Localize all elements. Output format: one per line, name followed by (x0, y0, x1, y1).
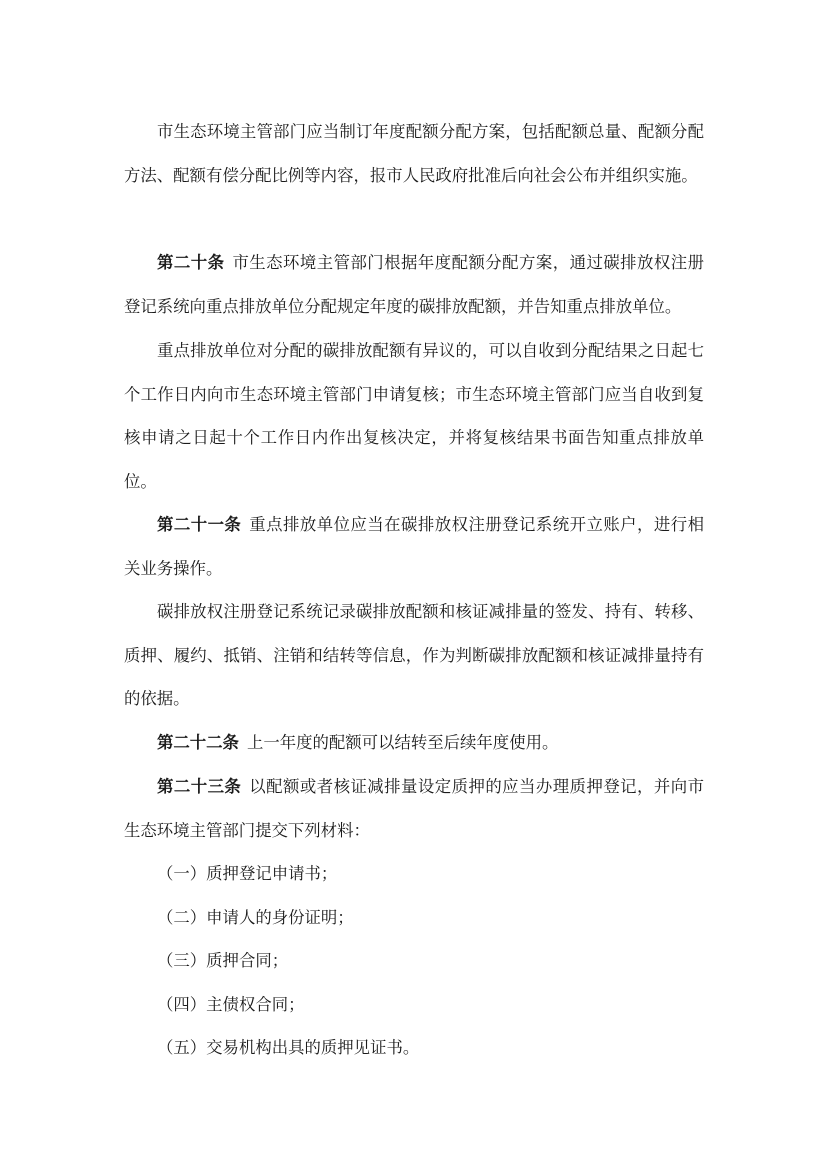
paragraph-text: 碳排放权注册登记系统记录碳排放配额和核证减排量的签发、持有、转移、质押、履约、抵销、注销和结转等信息，作为判断碳排放配额和核证减排量持有的依据。 (124, 602, 704, 709)
list-item: （五）交易机构出具的质押见证书。 (157, 1038, 420, 1057)
paragraph-text: 重点排放单位应当在碳排放权注册登记系统开立账户，进行相关业务操作。 (124, 515, 705, 578)
paragraph-article-20 (124, 241, 704, 328)
paragraph-text: 上一年度的配额可以结转至后续年度使用。 (246, 733, 559, 752)
article-number: 第二十二条 (157, 733, 239, 752)
list-item: （四）主债权合同； (157, 995, 305, 1014)
paragraph-article-23 (124, 765, 704, 852)
paragraph-article-21 (124, 503, 704, 590)
paragraph-text: 市生态环境主管部门应当制订年度配额分配方案，包括配额总量、配额分配方法、配额有偿分配比例等内容，报市人民政府批准后向社会公布并组织实施。 (124, 122, 704, 185)
paragraph-article-22 (124, 721, 704, 765)
paragraph-text: 以配额或者核证减排量设定质押的应当办理质押登记，并向市生态环境主管部门提交下列材料： (124, 777, 705, 840)
list-item: （三）质押合同； (157, 951, 289, 970)
article-number: 第二十三条 (157, 777, 242, 796)
list-item: （一）质押登记申请书； (157, 864, 338, 883)
paragraph-allocation-plan (124, 110, 704, 197)
article-number: 第二十条 (157, 253, 225, 272)
paragraph-text: 重点排放单位对分配的碳排放配额有异议的，可以自收到分配结果之日起七个工作日内向市生态环境主管部门申请复核；市生态环境主管部门应当自收到复核申请之日起十个工作日内作出复核决定，并将复核结果书面告知重点排放单位。 (124, 341, 704, 491)
paragraph-review-objection (124, 329, 704, 503)
paragraph-registry-records (124, 590, 704, 721)
article-number: 第二十一条 (157, 515, 242, 534)
list-item: （二）申请人的身份证明； (157, 908, 354, 927)
paragraph-text: 市生态环境主管部门根据年度配额分配方案，通过碳排放权注册登记系统向重点排放单位分配规定年度的碳排放配额，并告知重点排放单位。 (124, 253, 705, 316)
